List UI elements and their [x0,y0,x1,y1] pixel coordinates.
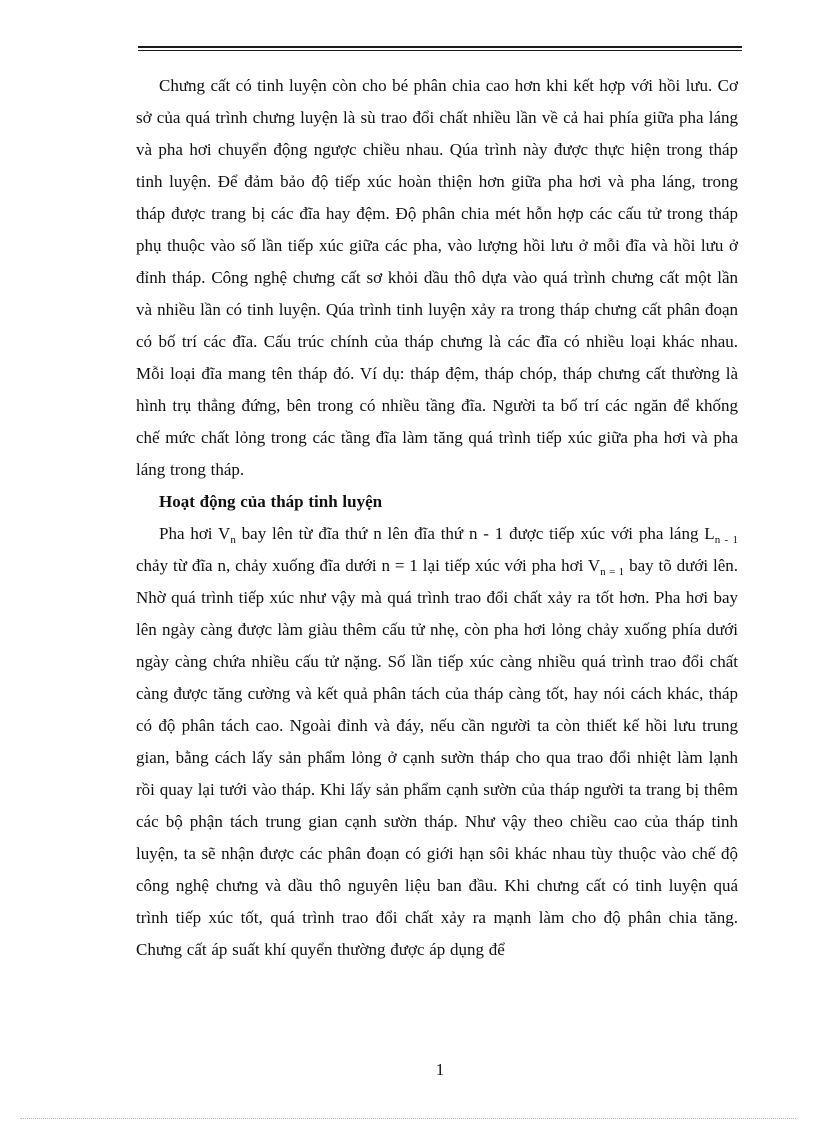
section-heading: Hoạt động của tháp tinh luyện [159,492,383,511]
paragraph-text-4: bay tõ dưới lên. Nhờ quá trình tiếp xúc như vậy mà quá trình trao đổi chất xảy ra tốt hơn. Pha hơi bay lên ngày càng được làm giàu thêm cấu tử nhẹ, còn pha hơi lỏng chảy xuống phía dưới ngày càng chứa nhiều cấu tử nặng. Số lần tiếp xúc càng nhiều quá trình trao đổi chất càng được tăng cường và kết quả phân tách của tháp càng tốt, hay nói cách khác, tháp có độ phân tách cao. Ngoài đỉnh và đáy, nếu cần người ta còn thiết kế hồi lưu trung gian, bằng cách lấy sản phẩm lỏng ở cạnh sườn tháp cho qua trao đổi nhiệt làm lạnh rồi quay lại tưới vào tháp. Khi lấy sản phẩm cạnh sườn của tháp người ta trang bị thêm các bộ phận tách trung gian cạnh sườn tháp. Như vậy theo chiều cao của tháp tinh luyện, ta sẽ nhận được các phân đoạn có giới hạn sôi khác nhau tùy thuộc vào chế độ công nghệ chưng và dầu thô nguyên liệu ban đầu. Khi chưng cất có tinh luyện quá trình tiếp xúc tốt, quá trình trao đổi chất xảy ra mạnh làm cho độ phân chia tăng. Chưng cất áp suất khí quyển thường được áp dụng để [136,556,738,959]
paragraph-text-2: bay lên từ đĩa thứ n lên đĩa thứ n - 1 được tiếp xúc với pha láng L [235,524,715,543]
body-text [136,70,738,966]
subscript-n-minus-1: n - 1 [714,534,738,546]
header-rule-thick [138,46,742,48]
subscript-n: n [230,534,236,546]
paragraph-tinh-luyen: Chưng cất có tinh luyện còn cho bé phân chia cao hơn khi kết hợp với hồi lưu. Cơ sở của quá trình chưng luyện là sù trao đổi chất nhiều lần về cả hai phía giữa pha láng và pha hơi chuyển động ngược chiều nhau. Qúa trình này được thực hiện trong tháp tinh luyện. Để đảm bảo độ tiếp xúc hoàn thiện hơn giữa pha hơi và pha láng, trong tháp được trang bị các đĩa hay đệm. Độ phân chia mét hỗn hợp các cấu tử trong tháp phụ thuộc vào số lần tiếp xúc giữa các pha, vào lượng hồi lưu ở mỗi đĩa và hồi lưu ở đỉnh tháp. Công nghệ chưng cất sơ khỏi dầu thô dựa vào quá trình chưng cất một lần và nhiều lần có tinh luyện. Qúa trình tinh luyện xảy ra trong tháp chưng cất phân đoạn có bố trí các đĩa. Cấu trúc chính của tháp chưng là các đĩa có nhiều loại khác nhau. Mỗi loại đĩa mang tên tháp đó. Ví dụ: tháp đệm, tháp chóp, tháp chưng cất thường là hình trụ thẳng đứng, bên trong có nhiều tầng đĩa. Người ta bố trí các ngăn để khống chế mức chất lỏng trong các tầng đĩa làm tăng quá trình tiếp xúc giữa pha hơi và pha láng trong tháp. [136,76,738,479]
page-number: 1 [435,1060,445,1079]
paragraph-text-1: Pha hơi V [159,524,231,543]
subscript-n-equals-1: n = 1 [600,566,625,578]
page-bottom-border [20,1118,796,1119]
header-rule-thin [138,50,742,51]
paragraph-hoat-dong [136,518,738,966]
paragraph-text-3: chảy từ đĩa n, chảy xuống đĩa dưới n = 1 lại tiếp xúc với pha hơi V [136,556,601,575]
